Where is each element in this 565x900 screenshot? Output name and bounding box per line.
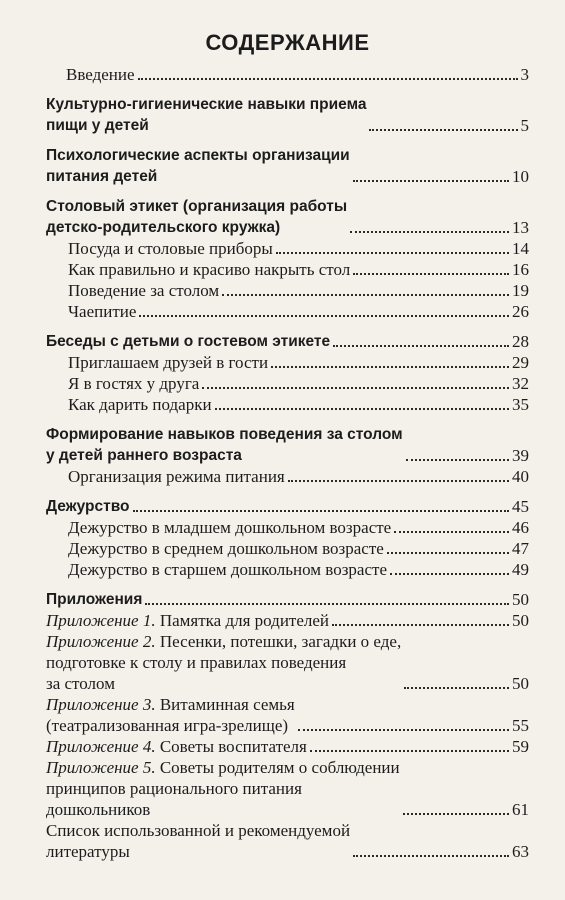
leader-dots bbox=[215, 408, 509, 410]
entry-title bbox=[46, 694, 295, 736]
page-number: 19 bbox=[512, 281, 529, 300]
leader-dots bbox=[353, 273, 509, 275]
entry-title: Список использованной и рекомендуемой литературы bbox=[46, 821, 351, 861]
leader-dots bbox=[390, 573, 509, 575]
toc-entry bbox=[46, 757, 529, 820]
entry-title: Психологические аспекты организации питания детей bbox=[46, 147, 350, 185]
leader-dots bbox=[202, 387, 509, 389]
toc-entry bbox=[46, 820, 529, 862]
toc-entry bbox=[46, 196, 529, 238]
entry-title: Дежурство в младшем дошкольном возрасте bbox=[68, 518, 392, 537]
page-number: 29 bbox=[512, 353, 529, 372]
entry-text: Памятка для родителей bbox=[155, 611, 330, 630]
page-number: 49 bbox=[512, 560, 529, 579]
page-number: 26 bbox=[512, 302, 529, 321]
page-number: 55 bbox=[512, 716, 529, 735]
page-number: 3 bbox=[520, 65, 529, 84]
page-number: 63 bbox=[512, 842, 529, 861]
entry-title: Приложения bbox=[46, 591, 143, 608]
toc-entry bbox=[46, 145, 529, 187]
page-number: 59 bbox=[512, 737, 529, 756]
leader-dots bbox=[139, 315, 509, 317]
page-number: 32 bbox=[512, 374, 529, 393]
appendix-label: Приложение 3. bbox=[46, 695, 156, 714]
entry-title: Как правильно и красиво накрыть стол bbox=[68, 260, 351, 279]
toc-entry bbox=[46, 301, 529, 322]
toc-entry bbox=[46, 331, 529, 352]
toc-entry bbox=[46, 373, 529, 394]
entry-title: Организация режима питания bbox=[68, 467, 285, 486]
leader-dots bbox=[271, 366, 509, 368]
toc-entry bbox=[46, 538, 529, 559]
leader-dots bbox=[288, 480, 509, 482]
toc-entry bbox=[46, 259, 529, 280]
leader-dots bbox=[353, 180, 509, 182]
entry-title bbox=[46, 736, 307, 757]
leader-dots bbox=[276, 252, 509, 254]
entry-title: Дежурство bbox=[46, 498, 130, 515]
toc-entry bbox=[46, 736, 529, 757]
toc-entry bbox=[46, 352, 529, 373]
toc-entry bbox=[46, 64, 529, 85]
entry-title: Дежурство в старшем дошкольном возрасте bbox=[68, 560, 387, 579]
entry-title: Поведение за столом bbox=[68, 281, 220, 300]
toc-entry bbox=[46, 496, 529, 517]
entry-title: Культурно-гигиенические навыки приема пищи у детей bbox=[46, 96, 367, 134]
leader-dots bbox=[406, 459, 509, 461]
page-title: СОДЕРЖАНИЕ bbox=[205, 30, 370, 55]
entry-title: Беседы с детьми о гостевом этикете bbox=[46, 333, 331, 350]
page-number: 5 bbox=[520, 116, 529, 135]
leader-dots bbox=[222, 294, 509, 296]
toc-entry bbox=[46, 238, 529, 259]
leader-dots bbox=[310, 750, 509, 752]
toc-entry bbox=[46, 94, 529, 136]
toc-entry bbox=[46, 394, 529, 415]
leader-dots bbox=[332, 624, 509, 626]
page-number: 50 bbox=[512, 611, 529, 630]
entry-title bbox=[46, 631, 401, 694]
page-number: 50 bbox=[512, 590, 529, 609]
entry-title: Как дарить подарки bbox=[68, 395, 212, 414]
appendix-label: Приложение 4. bbox=[46, 737, 156, 756]
page-number: 46 bbox=[512, 518, 529, 537]
leader-dots bbox=[353, 855, 509, 857]
page-number: 61 bbox=[512, 800, 529, 819]
toc-entry bbox=[46, 424, 529, 466]
leader-dots bbox=[350, 231, 509, 233]
leader-dots bbox=[403, 813, 509, 815]
entry-text: Песенки, потешки, загадки о еде, подготовке к столу и правилах поведения за столом bbox=[46, 632, 402, 693]
leader-dots bbox=[138, 78, 518, 80]
toc-entry bbox=[46, 610, 529, 631]
leader-dots bbox=[333, 345, 509, 347]
leader-dots bbox=[387, 552, 509, 554]
entry-title: Формирование навыков поведения за столом у детей раннего возраста bbox=[46, 426, 403, 464]
toc-entry bbox=[46, 559, 529, 580]
page-number: 39 bbox=[512, 446, 529, 465]
toc-entry bbox=[46, 631, 529, 694]
entry-title: Дежурство в среднем дошкольном возрасте bbox=[68, 539, 384, 558]
toc-entry bbox=[46, 517, 529, 538]
entry-text: Советы воспитателя bbox=[155, 737, 307, 756]
leader-dots bbox=[369, 129, 517, 131]
entry-title: Посуда и столовые приборы bbox=[68, 239, 273, 258]
entry-text: Витаминная семья (театрализованная игра-зрелище) bbox=[46, 695, 295, 735]
page-number: 40 bbox=[512, 467, 529, 486]
page-number: 16 bbox=[512, 260, 529, 279]
entry-title bbox=[46, 610, 329, 631]
leader-dots bbox=[145, 603, 509, 605]
entry-title: Столовый этикет (организация работы детско-родительского кружка) bbox=[46, 198, 348, 236]
toc-entry bbox=[46, 280, 529, 301]
page-number: 28 bbox=[512, 332, 529, 351]
appendix-label: Приложение 5. bbox=[46, 758, 156, 777]
page-number: 45 bbox=[512, 497, 529, 516]
entry-title: Введение bbox=[66, 65, 135, 84]
page-number: 14 bbox=[512, 239, 529, 258]
entry-title: Приглашаем друзей в гости bbox=[68, 353, 269, 372]
entry-title: Чаепитие bbox=[68, 302, 137, 321]
entry-text: Советы родителям о соблюдении принципов рационального питания дошкольников bbox=[46, 758, 400, 819]
table-of-contents bbox=[46, 64, 529, 862]
page-number: 10 bbox=[512, 167, 529, 186]
leader-dots bbox=[404, 687, 509, 689]
leader-dots bbox=[133, 510, 509, 512]
entry-title: Я в гостях у друга bbox=[68, 374, 200, 393]
page-number: 35 bbox=[512, 395, 529, 414]
page-number: 47 bbox=[512, 539, 529, 558]
appendix-label: Приложение 2. bbox=[46, 632, 156, 651]
page-number: 50 bbox=[512, 674, 529, 693]
leader-dots bbox=[394, 531, 509, 533]
page-number: 13 bbox=[512, 218, 529, 237]
leader-dots bbox=[298, 729, 509, 731]
toc-entry bbox=[46, 694, 529, 736]
toc-entry bbox=[46, 589, 529, 610]
appendix-label: Приложение 1. bbox=[46, 611, 156, 630]
entry-title bbox=[46, 757, 400, 820]
toc-entry bbox=[46, 466, 529, 487]
